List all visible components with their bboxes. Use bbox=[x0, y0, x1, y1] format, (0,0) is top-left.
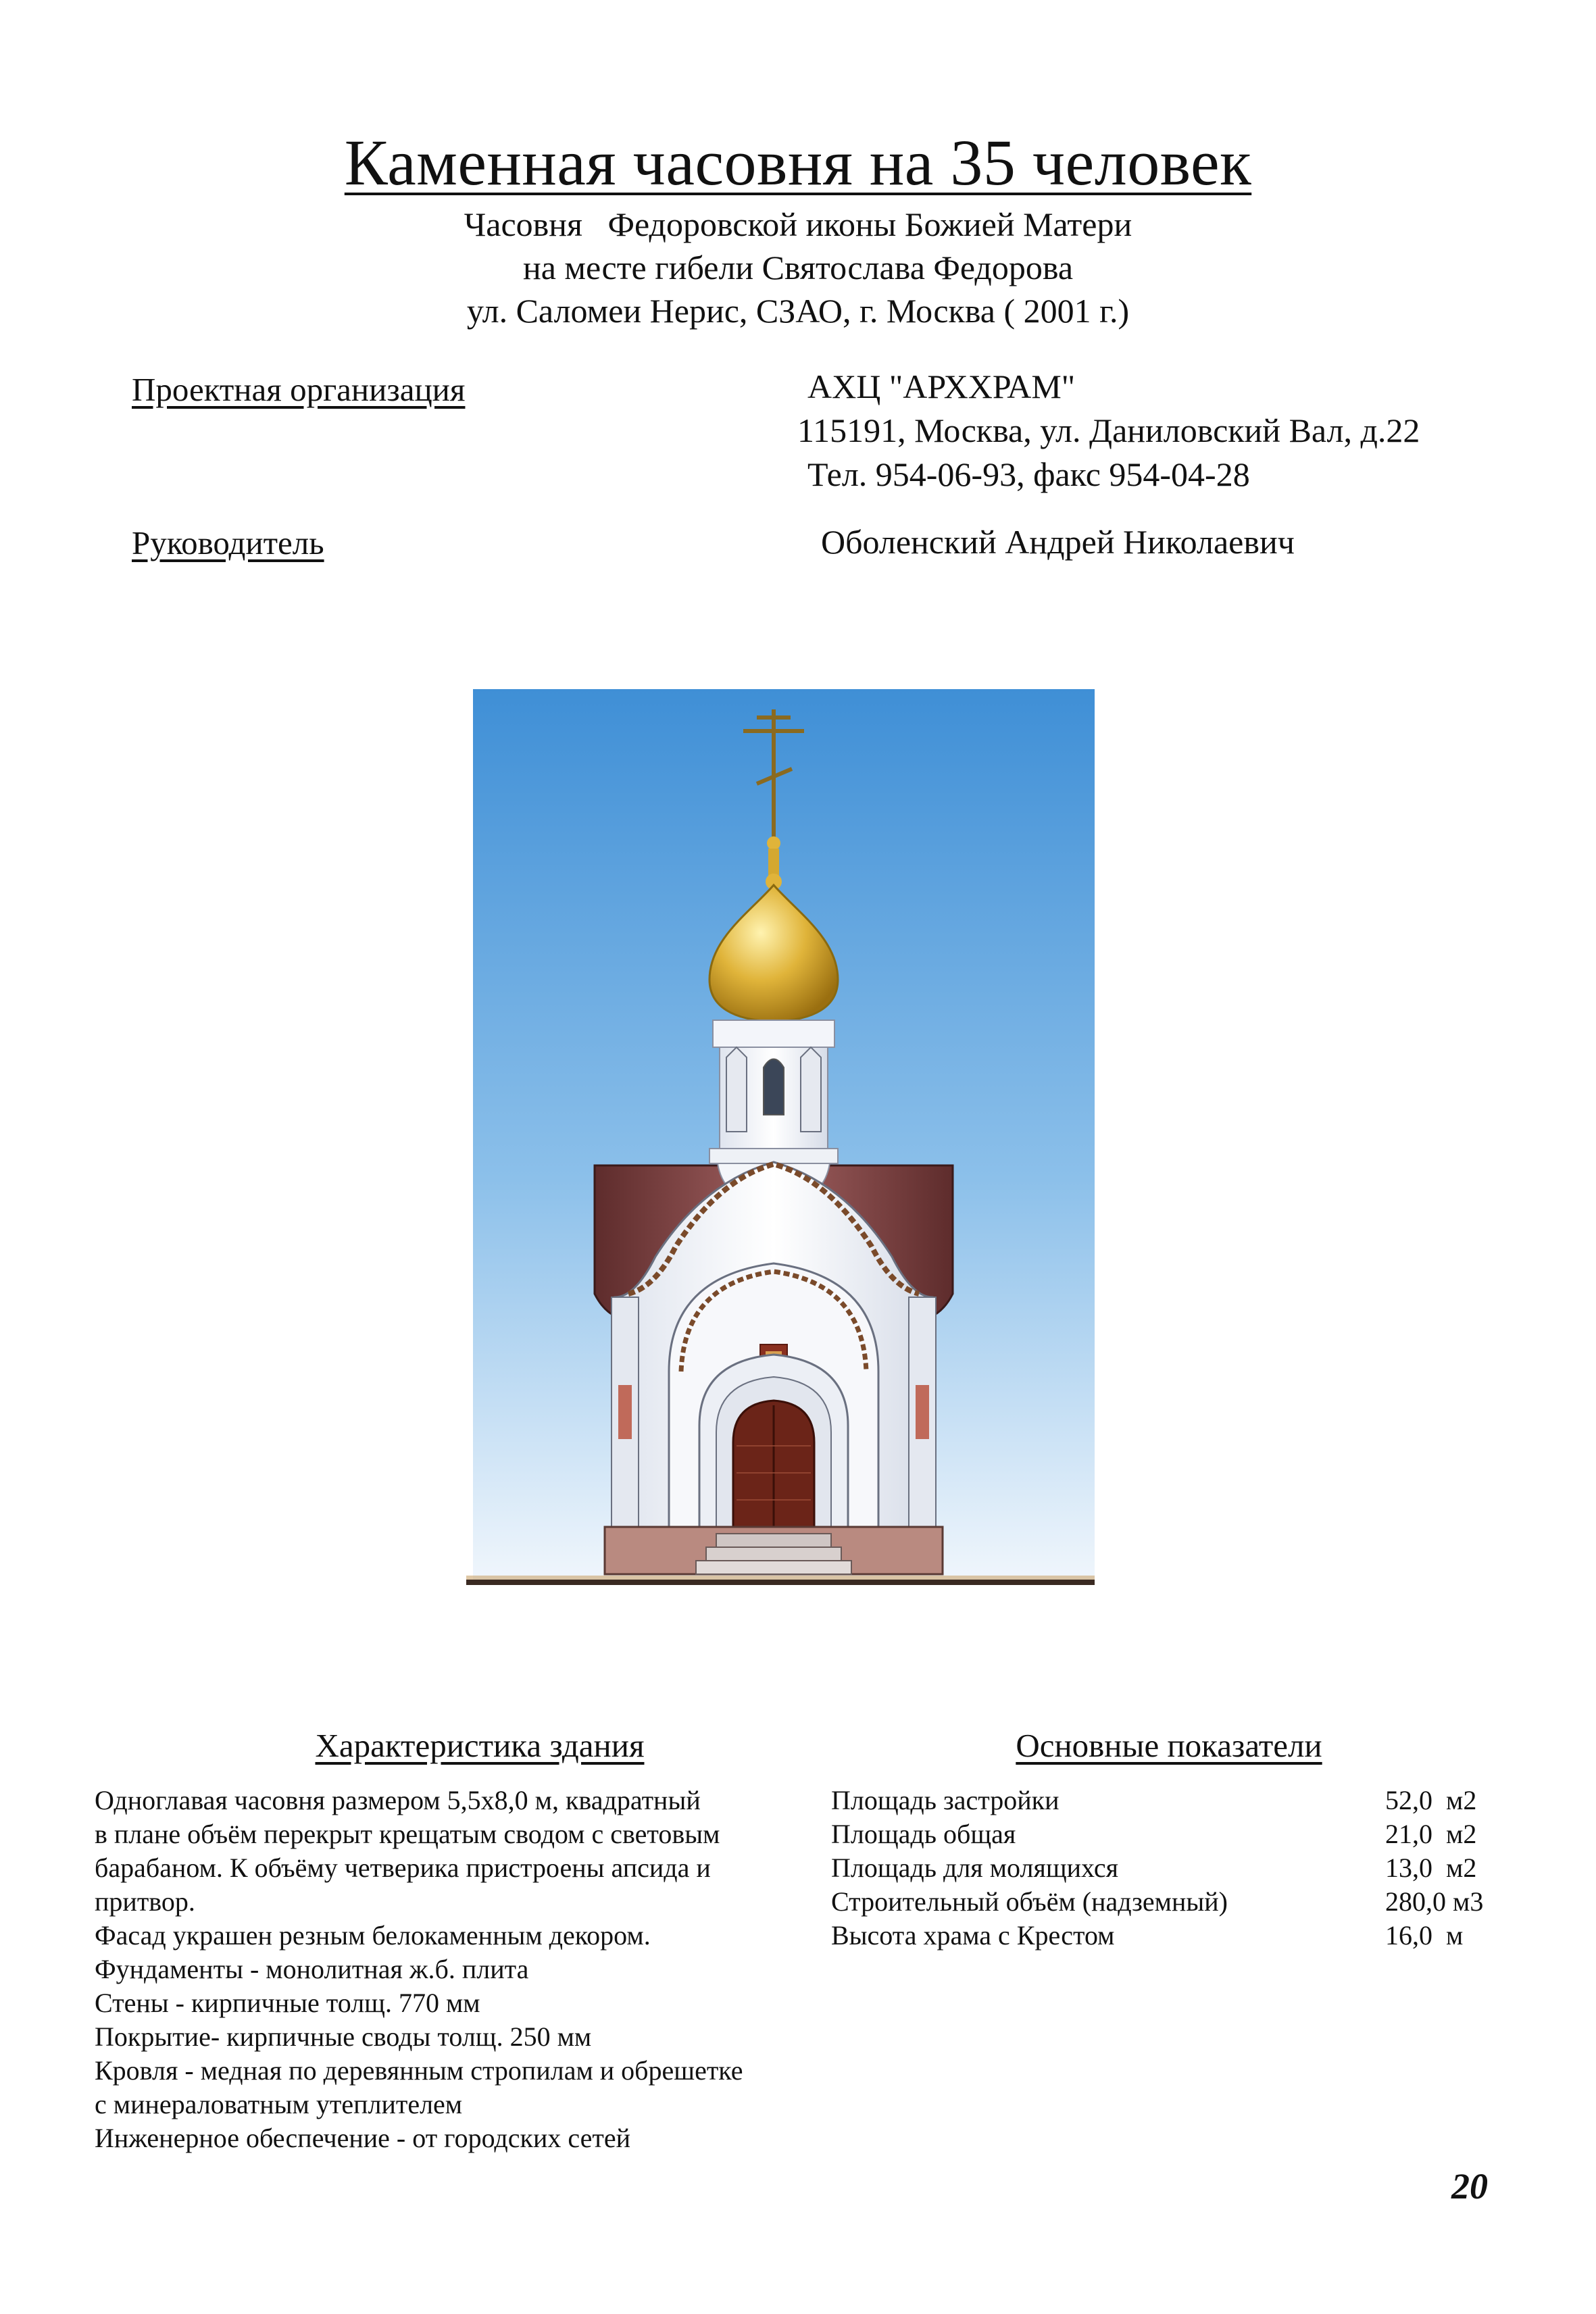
indicator-name: Строительный объём (надземный) bbox=[831, 1886, 1228, 1917]
drum-window bbox=[764, 1059, 784, 1115]
characteristics-line: Стены - кирпичные толщ. 770 мм bbox=[95, 1988, 480, 2018]
subtitle-line-1: Часовня Федоровской иконы Божией Матери bbox=[464, 205, 1132, 243]
organization-name: АХЦ "АРХХРАМ" bbox=[807, 368, 1076, 405]
leader-name: Оболенский Андрей Николаевич bbox=[821, 523, 1295, 561]
leader-label: Руководитель bbox=[132, 524, 324, 561]
characteristics-line: с минераловатным утеплителем bbox=[95, 2089, 463, 2119]
indicator-name: Площадь общая bbox=[831, 1819, 1016, 1849]
indicators-table bbox=[831, 1784, 1507, 1953]
organization-phone: Тел. 954-06-93, факс 954-04-28 bbox=[807, 455, 1250, 493]
indicator-value: 13,0 м2 bbox=[1385, 1853, 1477, 1883]
indicator-value: 21,0 м2 bbox=[1385, 1819, 1477, 1849]
chapel-illustration bbox=[466, 689, 1095, 1608]
page-number: 20 bbox=[1451, 2166, 1488, 2207]
indicator-row bbox=[831, 1919, 1507, 1953]
indicator-value: 280,0 м3 bbox=[1385, 1886, 1484, 1917]
characteristics-line: Инженерное обеспечение - от городских сетей bbox=[95, 2123, 631, 2153]
characteristics-line: Кровля - медная по деревянным стропилам и обрешетке bbox=[95, 2055, 743, 2086]
characteristics-line: Фундаменты - монолитная ж.б. плита bbox=[95, 1954, 529, 1984]
subtitle-block bbox=[0, 203, 1596, 332]
indicator-row bbox=[831, 1784, 1507, 1817]
characteristics-line: Одноглавая часовня размером 5,5х8,0 м, квадратный bbox=[95, 1785, 701, 1815]
indicator-name: Высота храма с Крестом bbox=[831, 1920, 1115, 1951]
characteristics-heading: Характеристика здания bbox=[315, 1727, 645, 1764]
subtitle-line-3: ул. Саломеи Нерис, СЗАО, г. Москва ( 2001 г.) bbox=[466, 292, 1130, 330]
characteristics-line: барабаном. К объёму четверика пристроены апсида и bbox=[95, 1853, 711, 1883]
characteristics-line: Покрытие- кирпичные своды толщ. 250 мм bbox=[95, 2021, 592, 2052]
indicator-value: 16,0 м bbox=[1385, 1920, 1464, 1951]
ground-line bbox=[466, 1580, 1095, 1585]
indicator-name: Площадь для молящихся bbox=[831, 1853, 1119, 1883]
organization-address: 115191, Москва, ул. Даниловский Вал, д.22 bbox=[797, 411, 1420, 449]
characteristics-line: Фасад украшен резным белокаменным декором. bbox=[95, 1920, 651, 1951]
subtitle-line-2: на месте гибели Святослава Федорова bbox=[522, 249, 1074, 286]
drum bbox=[713, 1020, 834, 1047]
indicator-row bbox=[831, 1851, 1507, 1885]
characteristics-text bbox=[95, 1784, 838, 2155]
characteristics-line: в плане объём перекрыт крещатым сводом с световым bbox=[95, 1819, 720, 1849]
indicator-row bbox=[831, 1817, 1507, 1851]
indicators-heading: Основные показатели bbox=[1016, 1727, 1322, 1764]
indicator-value: 52,0 м2 bbox=[1385, 1785, 1477, 1815]
indicator-row bbox=[831, 1885, 1507, 1919]
organization-label: Проектная организация bbox=[132, 371, 466, 408]
page-title: Каменная часовня на 35 человек bbox=[344, 126, 1252, 199]
indicator-name: Площадь застройки bbox=[831, 1785, 1059, 1815]
characteristics-line: притвор. bbox=[95, 1886, 195, 1917]
